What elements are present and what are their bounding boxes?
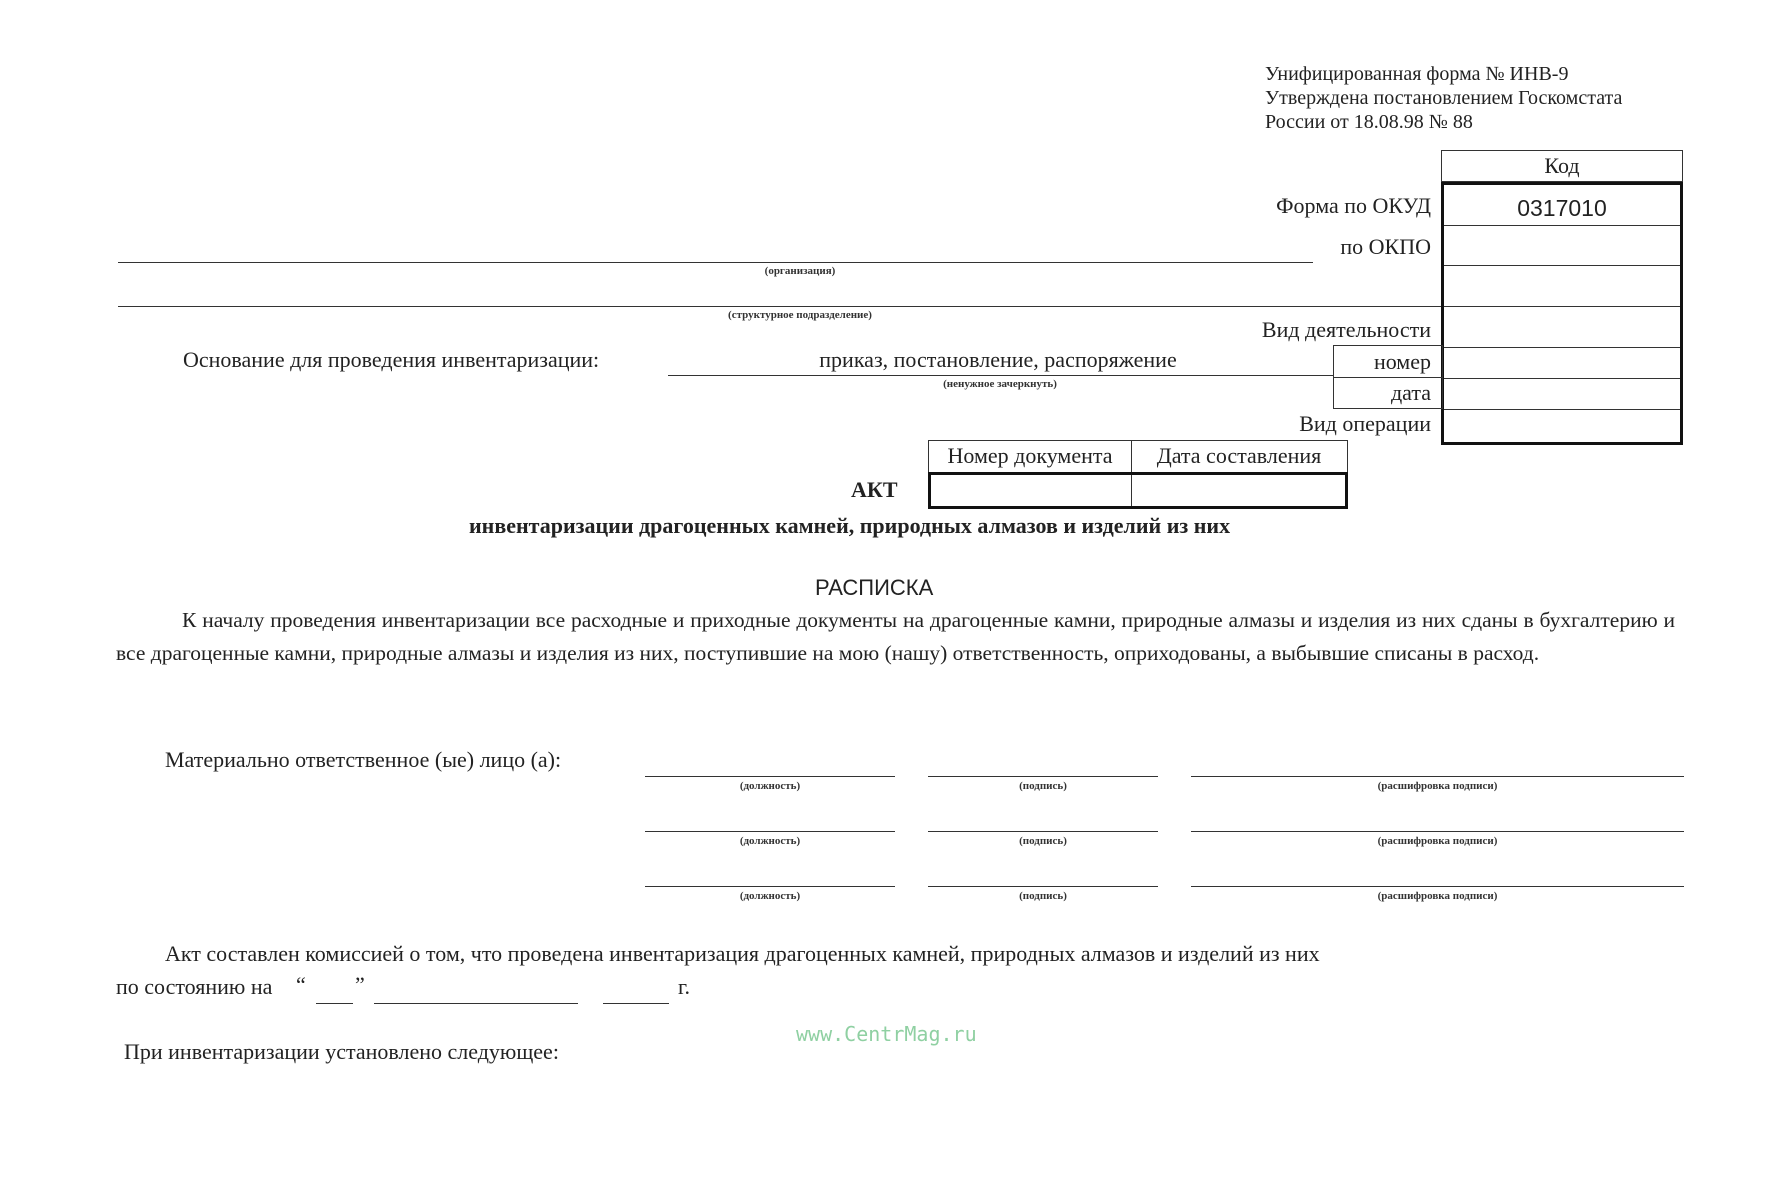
code-header: Код xyxy=(1544,153,1580,178)
doc-number-header: Номер документа xyxy=(947,443,1113,468)
department-caption: (структурное подразделение) xyxy=(728,309,872,321)
decoding-line-2 xyxy=(1191,831,1684,832)
doc-table-header xyxy=(928,440,1348,473)
act-title: АКТ xyxy=(851,477,898,502)
signature-caption-2: (подпись) xyxy=(1019,835,1067,847)
signature-line-3 xyxy=(928,886,1158,887)
commission-text: Акт составлен комиссией о том, что проведена инвентаризация драгоценных камней, природных алмазов и изделий из них xyxy=(165,941,1320,966)
organization-caption: (организация) xyxy=(764,265,836,277)
position-line-2 xyxy=(645,831,895,832)
decoding-line-3 xyxy=(1191,886,1684,887)
doc-table-values xyxy=(928,472,1348,509)
basis-value: приказ, постановление, распоряжение xyxy=(819,347,1177,372)
quote-open: “ xyxy=(296,972,306,997)
position-caption-2: (должность) xyxy=(739,835,801,847)
receipt-text: К началу проведения инвентаризации все расходные и приходные документы на драгоценные камни, природные алмазы и изделия из них сданы в бухгалтерию и все драгоценные камни, природные алмазы и изделия из них, поступившие на мою (нашу) ответственность, оприходованы, а выбывшие списаны в расход. xyxy=(116,608,1675,665)
watermark: www.CentrMag.ru xyxy=(796,1022,977,1046)
strike-caption: (ненужное зачеркнуть) xyxy=(943,378,1057,390)
position-caption-3: (должность) xyxy=(739,890,801,902)
okud-label: Форма по ОКУД xyxy=(1276,193,1431,218)
month-line xyxy=(374,1003,578,1004)
activity-label: Вид деятельности xyxy=(1261,317,1431,342)
act-subtitle: инвентаризации драгоценных камней, природных алмазов и изделий из них xyxy=(469,513,1231,538)
order-date-label: дата xyxy=(1390,380,1431,405)
signature-caption-3: (подпись) xyxy=(1019,890,1067,902)
approval-date-line: России от 18.08.98 № 88 xyxy=(1265,111,1473,133)
decoding-caption-3: (расшифровка подписи) xyxy=(1377,890,1498,902)
receipt-title: РАСПИСКА xyxy=(815,575,934,600)
decoding-line-1 xyxy=(1191,776,1684,777)
doc-date-header: Дата составления xyxy=(1156,443,1322,468)
day-line xyxy=(316,1003,353,1004)
operation-label: Вид операции xyxy=(1299,411,1431,436)
findings-label: При инвентаризации установлено следующее: xyxy=(124,1039,559,1064)
code-box xyxy=(1441,182,1683,445)
okud-code-value: 0317010 xyxy=(1517,195,1607,221)
position-line-3 xyxy=(645,886,895,887)
signature-caption-1: (подпись) xyxy=(1019,780,1067,792)
order-number-label: номер xyxy=(1373,349,1431,374)
date-prefix: по состоянию на xyxy=(116,974,273,999)
department-line xyxy=(118,306,1441,307)
position-line-1 xyxy=(645,776,895,777)
signature-line-1 xyxy=(928,776,1158,777)
year-line xyxy=(603,1003,669,1004)
approval-line: Утверждена постановлением Госкомстата xyxy=(1265,87,1623,109)
position-caption-1: (должность) xyxy=(739,780,801,792)
code-header-cell xyxy=(1441,150,1683,182)
quote-close: ” xyxy=(355,972,365,997)
organization-line xyxy=(118,262,1313,263)
basis-line xyxy=(668,375,1333,376)
signature-line-2 xyxy=(928,831,1158,832)
year-suffix: г. xyxy=(678,974,691,999)
form-id-line: Унифицированная форма № ИНВ-9 xyxy=(1265,63,1569,85)
basis-label: Основание для проведения инвентаризации: xyxy=(183,347,600,372)
okpo-label: по ОКПО xyxy=(1340,234,1431,259)
responsible-label: Материально ответственное (ые) лицо (а): xyxy=(165,747,562,772)
decoding-caption-1: (расшифровка подписи) xyxy=(1377,780,1498,792)
decoding-caption-2: (расшифровка подписи) xyxy=(1377,835,1498,847)
